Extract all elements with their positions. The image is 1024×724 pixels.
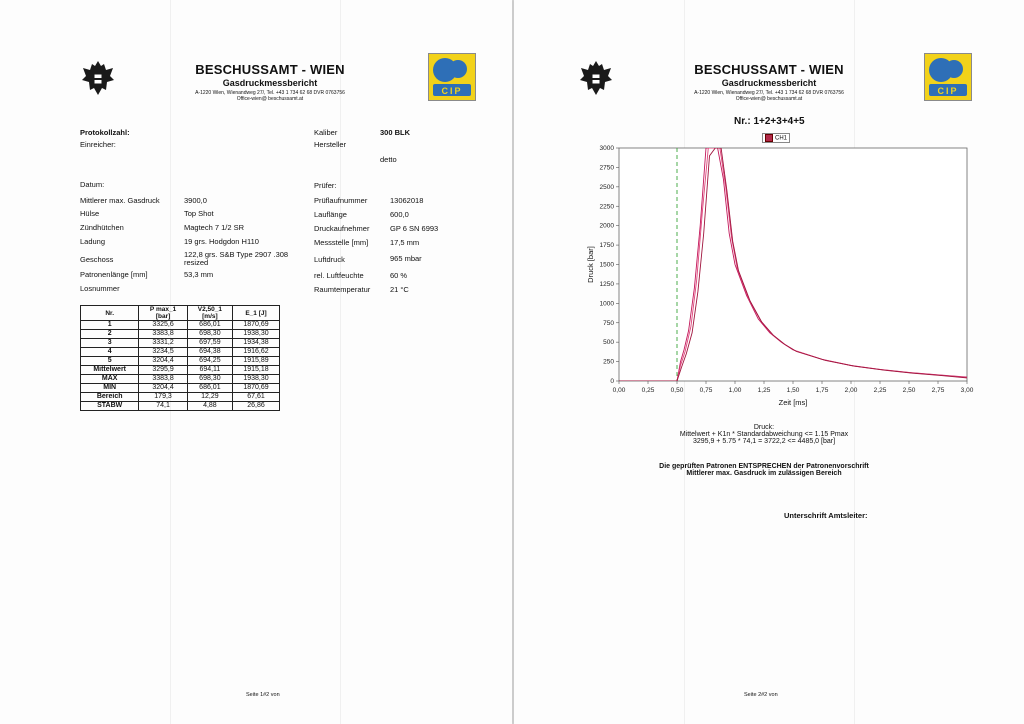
letterhead	[170, 62, 370, 102]
formula-line2: 3295,9 + 5.75 * 74,1 = 3722,2 <= 4485,0 [bar]	[692, 438, 836, 445]
field-label-charge: Ladung	[80, 237, 106, 246]
verdict-line1: Die geprüften Patronen ENTSPRECHEN der Patronenvorschrift	[659, 463, 869, 470]
field-value-air-pressure: 965 mbar	[390, 254, 422, 263]
y-tick-label: 2250	[599, 203, 614, 211]
field-label-measure-point: Messstelle [mm]	[314, 238, 369, 247]
row-label-cell: Mittelwert	[81, 366, 139, 375]
y-tick-label: 1000	[599, 300, 614, 308]
email: Office-wien@ beschussamt.at	[236, 96, 304, 102]
y-tick-label: 750	[603, 319, 614, 327]
office-name: BESCHUSSAMT - WIEN	[195, 62, 345, 77]
table-cell: 3325,6	[139, 321, 187, 330]
signature-label: Unterschrift Amtsleiter:	[784, 511, 868, 520]
field-value-barrel-length: 600,0	[390, 210, 409, 219]
y-tick-label: 3000	[599, 145, 614, 152]
report-type: Gasdruckmessbericht	[721, 78, 817, 88]
table-cell: 3383,8	[139, 375, 187, 384]
table-row	[81, 393, 280, 402]
x-tick-label: 0,50	[670, 387, 684, 394]
table-row	[81, 384, 280, 393]
y-tick-label: 2750	[599, 164, 614, 172]
x-tick-label: 1,25	[757, 387, 771, 394]
table-cell: 698,30	[187, 375, 232, 384]
table-cell: 1916,62	[233, 348, 280, 357]
y-tick-label: 1250	[599, 280, 614, 288]
field-value-max-pressure: 3900,0	[184, 196, 207, 205]
cip-logo-text: CIP	[937, 86, 959, 96]
table-cell: 3295,9	[139, 366, 187, 375]
row-label-cell: MAX	[81, 375, 139, 384]
table-cell: 1870,69	[233, 321, 280, 330]
table-cell: 686,01	[187, 321, 232, 330]
x-tick-label: 3,00	[960, 387, 974, 394]
field-value-bullet-line2: resized	[184, 258, 209, 267]
x-axis-label: Zeit [ms]	[778, 398, 808, 407]
x-tick-label: 2,00	[844, 387, 858, 394]
table-cell: 67,61	[233, 393, 280, 402]
manufacturer-label: Hersteller	[314, 140, 347, 149]
x-tick-label: 0,25	[641, 387, 655, 394]
table-row	[81, 330, 280, 339]
table-header-row	[81, 306, 280, 321]
field-value-measure-point: 17,5 mm	[390, 238, 420, 247]
date-label: Datum:	[80, 180, 105, 189]
field-value-length: 53,3 mm	[184, 270, 214, 279]
table-cell: 1915,18	[233, 366, 280, 375]
y-tick-label: 1750	[599, 242, 614, 250]
field-value-charge: 19 grs. Hodgdon H110	[184, 237, 259, 246]
cip-logo	[428, 53, 476, 101]
field-value-case: Top Shot	[184, 209, 214, 218]
pressure-chart	[514, 0, 1024, 420]
table-cell: 4,88	[187, 402, 232, 411]
report-page-2	[514, 0, 1024, 724]
x-tick-label: 2,75	[931, 387, 945, 394]
field-label-humidity: rel. Luftfeuchte	[314, 271, 364, 280]
x-tick-label: 1,75	[815, 387, 829, 394]
column-header: P max_1 [bar]	[139, 306, 187, 321]
field-label-case: Hülse	[80, 209, 100, 218]
table-cell: 1938,30	[233, 375, 280, 384]
field-value-room-temp: 21 °C	[390, 285, 409, 294]
row-label-cell: 3	[81, 339, 139, 348]
office-name: BESCHUSSAMT - WIEN	[694, 62, 844, 77]
field-label-barrel-length: Lauflänge	[314, 210, 347, 219]
table-cell: 1938,30	[233, 330, 280, 339]
column-header: Nr.	[81, 306, 139, 321]
field-label-transducer: Druckaufnehmer	[314, 224, 370, 233]
table-row	[81, 321, 280, 330]
table-row	[81, 339, 280, 348]
table-cell: 694,11	[187, 366, 232, 375]
page-footer: Seite 2#2 von	[744, 692, 778, 698]
x-tick-label: 2,25	[873, 387, 887, 394]
table-cell: 3204,4	[139, 357, 187, 366]
y-tick-label: 2000	[599, 222, 614, 230]
table-row	[81, 348, 280, 357]
field-label-air-pressure: Luftdruck	[314, 255, 345, 264]
legend-label: CH1	[775, 135, 788, 142]
row-label-cell: 5	[81, 357, 139, 366]
x-tick-label: 0,75	[699, 387, 713, 394]
table-row	[81, 402, 280, 411]
address: A-1220 Wien, Wienandweg 27/, Tel. +43 1 734 62 68 DVR 0763756	[195, 90, 345, 96]
cip-logo-text: CIP	[441, 86, 463, 96]
x-tick-label: 1,00	[728, 387, 742, 394]
table-cell: 3204,4	[139, 384, 187, 393]
table-row	[81, 357, 280, 366]
column-header: V2,50_1 [m/s]	[187, 306, 232, 321]
row-label-cell: 1	[81, 321, 139, 330]
table-cell: 12,29	[187, 393, 232, 402]
row-label-cell: Bereich	[81, 393, 139, 402]
austrian-eagle-icon	[80, 58, 116, 98]
report-type: Gasdruckmessbericht	[222, 78, 318, 88]
table-cell: 3331,2	[139, 339, 187, 348]
verdict-block	[594, 463, 934, 477]
formula-line1: Mittelwert + K1n * Standardabweichung <= 1.15 Pmax	[679, 431, 849, 438]
manufacturer-value: detto	[380, 155, 397, 164]
table-cell: 1915,89	[233, 357, 280, 366]
email: Office-wien@ beschussamt.at	[735, 96, 803, 102]
y-tick-label: 1500	[599, 261, 614, 269]
table-cell: 179,3	[139, 393, 187, 402]
field-label-max-pressure: Mittlerer max. Gasdruck	[80, 196, 160, 205]
caliber-value: 300 BLK	[380, 128, 411, 137]
field-value-bullet: 122,8 grs. S&B Type 2907 .308	[184, 250, 289, 259]
table-cell: 26,86	[233, 402, 280, 411]
column-header: E_1 [J]	[233, 306, 280, 321]
table-cell: 3383,8	[139, 330, 187, 339]
formula-title: Druck:	[753, 424, 775, 431]
y-tick-label: 500	[603, 339, 614, 347]
y-tick-label: 0	[610, 378, 614, 385]
table-cell: 697,59	[187, 339, 232, 348]
x-tick-label: 2,50	[902, 387, 916, 394]
table-cell: 1870,69	[233, 384, 280, 393]
row-label-cell: STABW	[81, 402, 139, 411]
formula-block	[604, 424, 924, 445]
y-axis-label: Druck [bar]	[586, 246, 595, 283]
y-tick-label: 250	[603, 358, 614, 366]
inspector-label: Prüfer:	[314, 181, 337, 190]
results-table	[80, 305, 280, 411]
table-cell: 698,30	[187, 330, 232, 339]
protocol-label: Protokollzahl:	[80, 128, 130, 137]
field-label-room-temp: Raumtemperatur	[314, 285, 371, 294]
x-tick-label: 0,00	[612, 387, 626, 394]
field-label-primer: Zündhütchen	[80, 223, 124, 232]
page-footer: Seite 1#2 von	[246, 692, 280, 698]
field-value-transducer: GP 6 SN 6993	[390, 224, 439, 233]
table-cell: 686,01	[187, 384, 232, 393]
field-value-humidity: 60 %	[390, 271, 408, 280]
table-cell: 694,25	[187, 357, 232, 366]
table-cell: 3234,5	[139, 348, 187, 357]
address: A-1220 Wien, Wienandweg 27/, Tel. +43 1 734 62 68 DVR 0763756	[694, 90, 844, 96]
chart-title: Nr.: 1+2+3+4+5	[734, 116, 805, 127]
table-row	[81, 366, 280, 375]
y-tick-label: 2500	[599, 183, 614, 191]
caliber-label: Kaliber	[314, 128, 338, 137]
submitter-label: Einreicher:	[80, 140, 116, 149]
table-row	[81, 375, 280, 384]
field-label-test-barrel: Prüflaufnummer	[314, 196, 368, 205]
field-label-lot: Losnummer	[80, 284, 120, 293]
table-cell: 74,1	[139, 402, 187, 411]
row-label-cell: 4	[81, 348, 139, 357]
field-value-test-barrel: 13062018	[390, 196, 424, 205]
field-label-length: Patronenlänge [mm]	[80, 270, 148, 279]
field-label-bullet: Geschoss	[80, 255, 114, 264]
x-tick-label: 1,50	[786, 387, 800, 394]
plot-area	[619, 148, 967, 381]
row-label-cell: 2	[81, 330, 139, 339]
row-label-cell: MIN	[81, 384, 139, 393]
verdict-line2: Mittlerer max. Gasdruck im zulässigen Bereich	[686, 470, 842, 477]
table-cell: 694,38	[187, 348, 232, 357]
field-value-primer: Magtech 7 1/2 SR	[184, 223, 245, 232]
table-cell: 1934,38	[233, 339, 280, 348]
